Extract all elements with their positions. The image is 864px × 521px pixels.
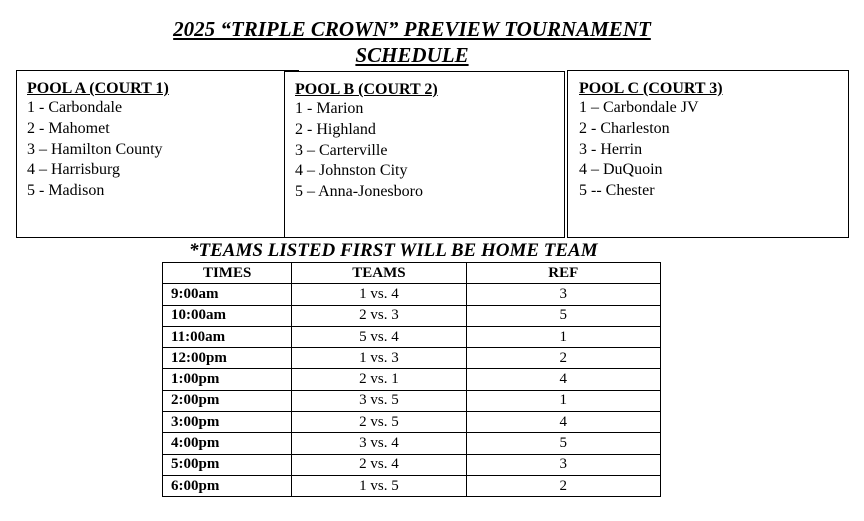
table-row [163,369,661,390]
time-cell: 4:00pm [163,433,292,454]
time-cell: 5:00pm [163,454,292,475]
time-cell: 12:00pm [163,348,292,369]
ref-cell: 5 [466,433,660,454]
home-team-note: *TEAMS LISTED FIRST WILL BE HOME TEAM [189,240,598,261]
table-row [163,348,661,369]
ref-cell: 2 [466,348,660,369]
table-row [163,433,661,454]
pool-heading: POOL A (COURT 1) [27,80,169,97]
matchup-cell: 3 vs. 5 [292,390,466,411]
matchup-cell: 5 vs. 4 [292,326,466,347]
team-entry: 1 - Carbondale [27,99,123,116]
pool-heading: POOL C (COURT 3) [579,80,723,97]
matchup-cell: 1 vs. 3 [292,348,466,369]
document-title: 2025 “TRIPLE CROWN” PREVIEW TOURNAMENT [173,17,651,41]
ref-cell: 1 [466,326,660,347]
ref-cell: 4 [466,369,660,390]
team-entry: 4 – Johnston City [295,162,408,180]
table-row [163,475,661,496]
matchup-cell: 3 vs. 4 [292,433,466,454]
table-row [163,454,661,475]
time-cell: 9:00am [163,284,292,305]
team-entry: 1 – Carbondale JV [579,99,699,116]
team-entry: 5 - Madison [27,182,105,200]
matchup-cell: 2 vs. 5 [292,412,466,433]
time-cell: 6:00pm [163,475,292,496]
matchup-cell: 2 vs. 4 [292,454,466,475]
time-cell: 2:00pm [163,390,292,411]
table-row [163,326,661,347]
team-list [568,98,848,202]
matchup-cell: 1 vs. 5 [292,475,466,496]
table-row [163,305,661,326]
column-header-teams: TEAMS [292,263,466,284]
ref-cell: 3 [466,284,660,305]
table-header-row [163,263,661,284]
table-row [163,390,661,411]
time-cell: 1:00pm [163,369,292,390]
ref-cell: 1 [466,390,660,411]
team-entry: 1 - Marion [295,100,364,117]
team-entry: 2 - Mahomet [27,119,110,137]
team-entry: 4 – Harrisburg [27,161,121,179]
team-list [285,99,564,203]
time-cell: 11:00am [163,326,292,347]
table-row [163,412,661,433]
document-subtitle: SCHEDULE [355,43,469,67]
team-entry: 2 - Highland [295,120,376,138]
team-entry: 3 - Herrin [579,140,643,158]
ref-cell: 4 [466,412,660,433]
schedule-table [162,262,661,497]
team-entry: 3 – Hamilton County [27,140,163,158]
table-row [163,284,661,305]
matchup-cell: 2 vs. 3 [292,305,466,326]
time-cell: 10:00am [163,305,292,326]
matchup-cell: 2 vs. 1 [292,369,466,390]
pool-heading: POOL B (COURT 2) [295,81,438,98]
pool-b-box [284,71,565,238]
ref-cell: 3 [466,454,660,475]
time-cell: 3:00pm [163,412,292,433]
column-header-ref: REF [466,263,660,284]
team-entry: 3 – Carterville [295,141,388,159]
team-list [17,98,298,202]
team-entry: 5 – Anna-Jonesboro [295,183,423,201]
ref-cell: 2 [466,475,660,496]
team-entry: 5 -- Chester [579,182,655,200]
ref-cell: 5 [466,305,660,326]
matchup-cell: 1 vs. 4 [292,284,466,305]
column-header-times: TIMES [163,263,292,284]
team-entry: 4 – DuQuoin [579,161,663,179]
pool-a-box [16,70,299,238]
team-entry: 2 - Charleston [579,119,670,137]
pool-c-box [567,70,849,238]
